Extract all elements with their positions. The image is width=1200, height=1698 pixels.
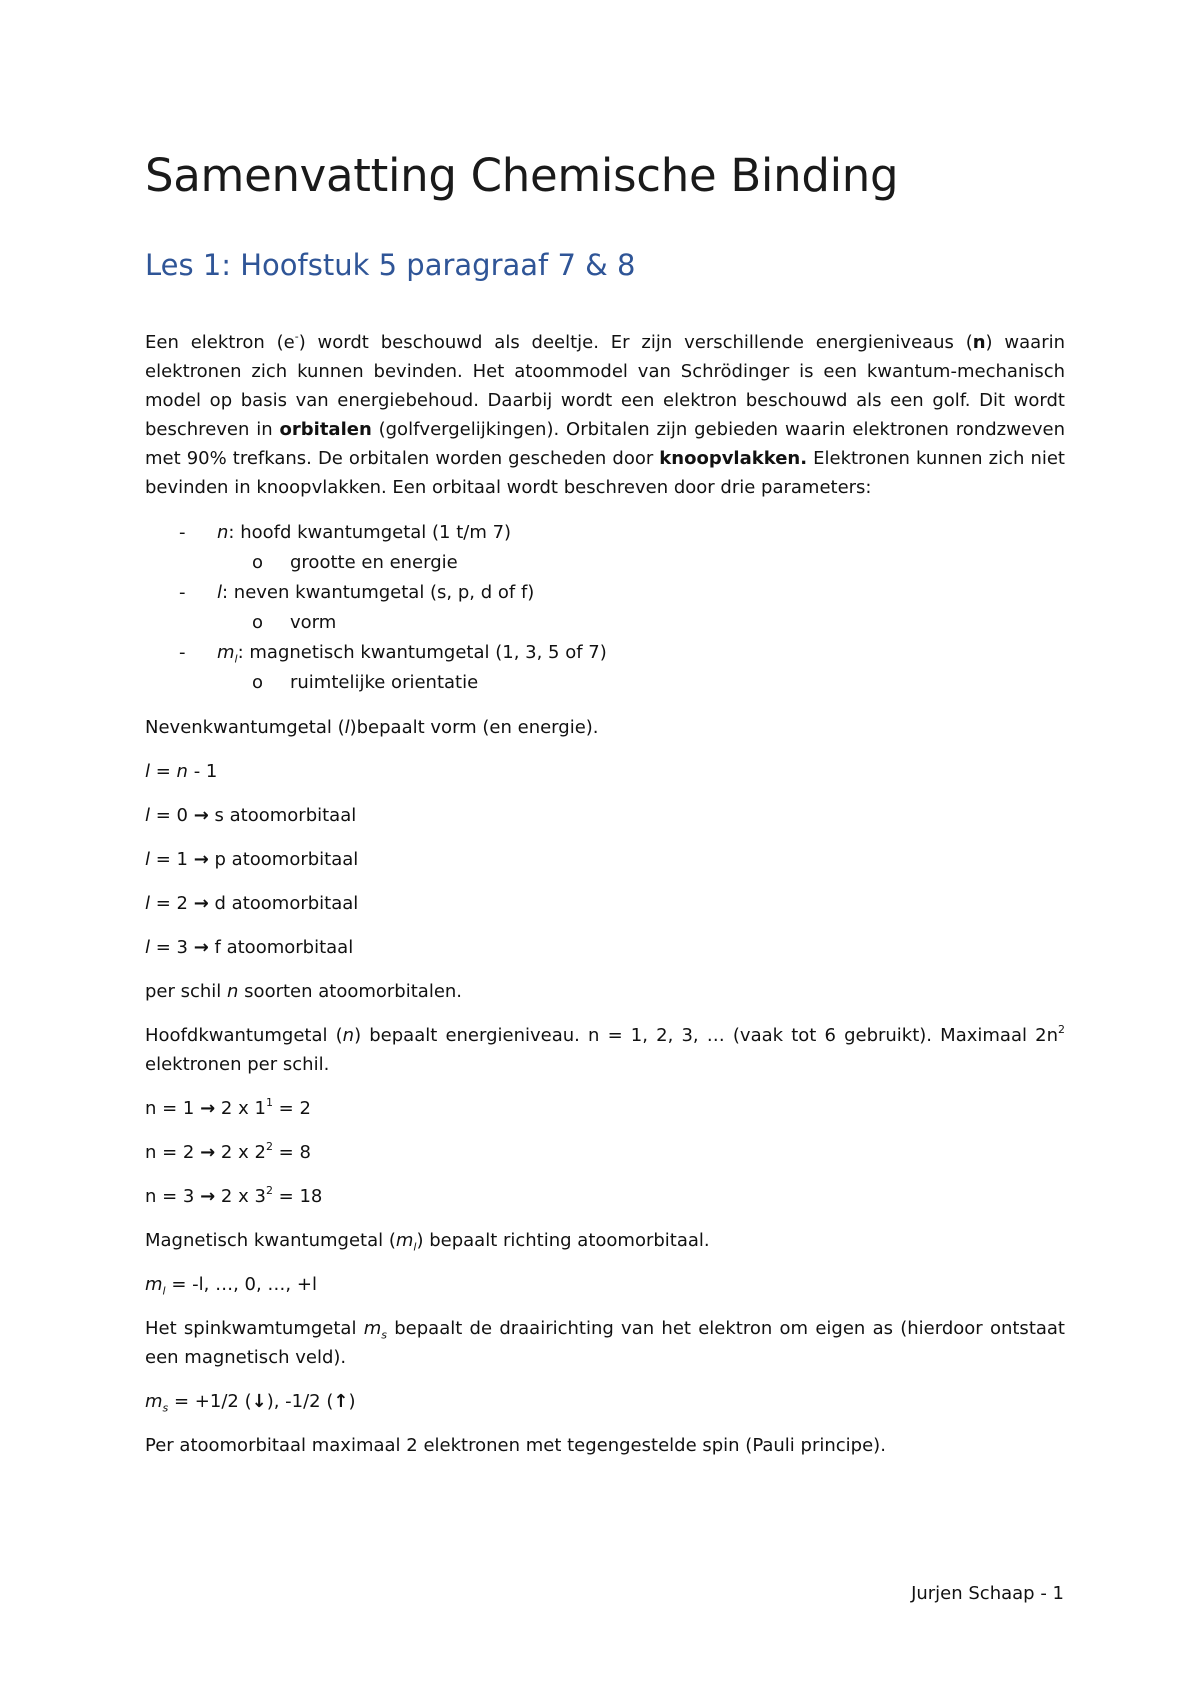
formula-sub: s [162, 1401, 169, 1415]
magnetisch-m: m [395, 1230, 414, 1251]
arrow-right-icon: → [200, 1142, 216, 1163]
row-sup: 2 [265, 1140, 273, 1153]
arrow-right-icon: → [200, 1186, 216, 1207]
document-title: Samenvatting Chemische Binding [145, 149, 899, 202]
formula-n: n [176, 761, 188, 782]
sub-list [217, 608, 1065, 638]
formula-rest: - 1 [187, 761, 218, 782]
intro-paragraph [145, 328, 1065, 502]
section-heading: Les 1: Hoofstuk 5 paragraaf 7 & 8 [145, 248, 636, 282]
row-value: = 1 [150, 849, 194, 870]
arrow-right-icon: → [193, 937, 209, 958]
shell-row [145, 1138, 1065, 1167]
formula-m: m [145, 1274, 163, 1295]
per-schil-text-1: per schil [145, 981, 228, 1002]
row-l: l [145, 893, 151, 914]
hoofd-text-2: ) bepaalt energieniveau. n = 1, 2, 3, … (vaak tot 6 gebruikt). Maximaal 2n [354, 1025, 1058, 1046]
spin-formula [145, 1387, 1065, 1416]
magnetisch-text-1: Magnetisch kwantumgetal ( [145, 1230, 396, 1251]
param-symbol: n [217, 522, 229, 543]
sub-list-item: o ruimtelijke orientatie [217, 668, 1065, 698]
per-schil-paragraph [145, 977, 1065, 1006]
row-left: n = 2 [145, 1142, 201, 1163]
list-item [145, 518, 1065, 578]
row-l: l [145, 849, 151, 870]
row-value: = 2 [150, 893, 194, 914]
sub-list [217, 548, 1065, 578]
intro-text-1: Een elektron (e [145, 332, 295, 353]
row-value: = 0 [150, 805, 194, 826]
row-mid: 2 x 2 [215, 1142, 266, 1163]
magnetisch-paragraph [145, 1226, 1065, 1255]
parameter-list [145, 518, 1065, 698]
neven-l: l [344, 717, 350, 738]
sub-list [217, 668, 1065, 698]
magnetisch-text-2: ) bepaalt richting atoomorbitaal. [416, 1230, 710, 1251]
intro-text-2: ) wordt beschouwd als deeltje. Er zijn verschillende energieniveaus ( [298, 332, 973, 353]
orbital-row [145, 889, 1065, 918]
formula-rest-2: ), -1/2 ( [266, 1391, 334, 1412]
formula-rest-1: = +1/2 ( [168, 1391, 252, 1412]
row-left: n = 1 [145, 1098, 201, 1119]
param-subscript: l [234, 652, 238, 666]
formula-l: l [145, 761, 151, 782]
list-item [145, 578, 1065, 638]
pauli-paragraph: Per atoomorbitaal maximaal 2 elektronen met tegengestelde spin (Pauli principe). [145, 1435, 886, 1456]
magnetisch-sub: l [413, 1240, 417, 1254]
param-symbol: l [217, 582, 223, 603]
magnetisch-formula [145, 1270, 1065, 1299]
per-schil-text-2: soorten atoomorbitalen. [238, 981, 463, 1002]
row-right: = 8 [272, 1142, 311, 1163]
arrow-right-icon: → [193, 849, 209, 870]
formula-sub: l [162, 1284, 166, 1298]
list-item [145, 638, 1065, 698]
param-text: : neven kwantumgetal (s, p, d of f) [222, 582, 535, 603]
row-l: l [145, 805, 151, 826]
shell-row [145, 1182, 1065, 1211]
neven-text-2: )bepaalt vorm (en energie). [349, 717, 599, 738]
formula-rest: = -l, …, 0, …, +l [165, 1274, 317, 1295]
hoofd-text-3: elektronen per schil. [145, 1054, 330, 1075]
arrow-down-icon: ↓ [251, 1391, 267, 1412]
arrow-right-icon: → [200, 1098, 216, 1119]
electron-charge: - [294, 330, 299, 343]
orbital-row [145, 845, 1065, 874]
spin-text-2: bepaalt de draairichting van het elektron om eigen as (hierdoor ontstaat een magnetisch veld). [145, 1318, 1065, 1368]
row-right: = 2 [272, 1098, 311, 1119]
intro-text-3: ) waarin elektronen zich kunnen bevinden. Het atoommodel van Schrödinger is een kwantum-mechanisch model op basis van energiebehoud. Daarbij wordt een elektron beschouwd als een golf. Dit wordt beschreven in [145, 332, 1066, 440]
row-result: p atoomorbitaal [208, 849, 359, 870]
arrow-right-icon: → [193, 893, 209, 914]
row-result: f atoomorbitaal [208, 937, 354, 958]
shell-row [145, 1094, 1065, 1123]
arrow-right-icon: → [193, 805, 209, 826]
param-text: : hoofd kwantumgetal (1 t/m 7) [228, 522, 512, 543]
param-symbol: m [217, 642, 235, 663]
row-left: n = 3 [145, 1186, 201, 1207]
spin-paragraph [145, 1314, 1065, 1372]
formula-eq: = [150, 761, 177, 782]
page-footer: Jurjen Schaap - 1 [911, 1583, 1064, 1604]
formula-rest-3: ) [348, 1391, 356, 1412]
row-value: = 3 [150, 937, 194, 958]
intro-knoopvlakken-bold: knoopvlakken. [659, 448, 808, 469]
orbital-row [145, 801, 1065, 830]
hoofd-sup: 2 [1058, 1023, 1065, 1036]
sub-list-item: o vorm [217, 608, 1065, 638]
spin-text-1: Het spinkwamtumgetal [145, 1318, 364, 1339]
row-sup: 1 [265, 1096, 273, 1109]
hoofd-n: n [342, 1025, 355, 1046]
arrow-up-icon: ↑ [333, 1391, 349, 1412]
intro-orbitalen-bold: orbitalen [279, 419, 372, 440]
row-right: = 18 [272, 1186, 323, 1207]
page-content [145, 148, 1065, 1460]
spin-m: m [363, 1318, 382, 1339]
param-text: : magnetisch kwantumgetal (1, 3, 5 of 7) [237, 642, 607, 663]
formula-m: m [145, 1391, 163, 1412]
row-l: l [145, 937, 151, 958]
row-mid: 2 x 3 [215, 1186, 266, 1207]
per-schil-n: n [227, 981, 239, 1002]
intro-n-bold: n [972, 332, 986, 353]
sub-list-item: o grootte en energie [217, 548, 1065, 578]
row-sup: 2 [265, 1184, 273, 1197]
hoofd-text-1: Hoofdkwantumgetal ( [145, 1025, 343, 1046]
neven-paragraph [145, 713, 1065, 742]
intro-text-5: Elektronen kunnen zich niet bevinden in knoopvlakken. Een orbitaal wordt beschreven door drie parameters: [145, 448, 1065, 498]
intro-text-4: (golfvergelijkingen). Orbitalen zijn gebieden waarin elektronen rondzweven met 90% trefkans. De orbitalen worden gescheden door [145, 419, 1065, 469]
hoofd-paragraph [145, 1021, 1065, 1079]
orbital-row [145, 933, 1065, 962]
spin-sub: s [381, 1328, 387, 1342]
row-mid: 2 x 1 [215, 1098, 266, 1119]
neven-formula [145, 757, 1065, 786]
neven-text-1: Nevenkwantumgetal ( [145, 717, 345, 738]
row-result: d atoomorbitaal [208, 893, 359, 914]
row-result: s atoomorbitaal [208, 805, 357, 826]
